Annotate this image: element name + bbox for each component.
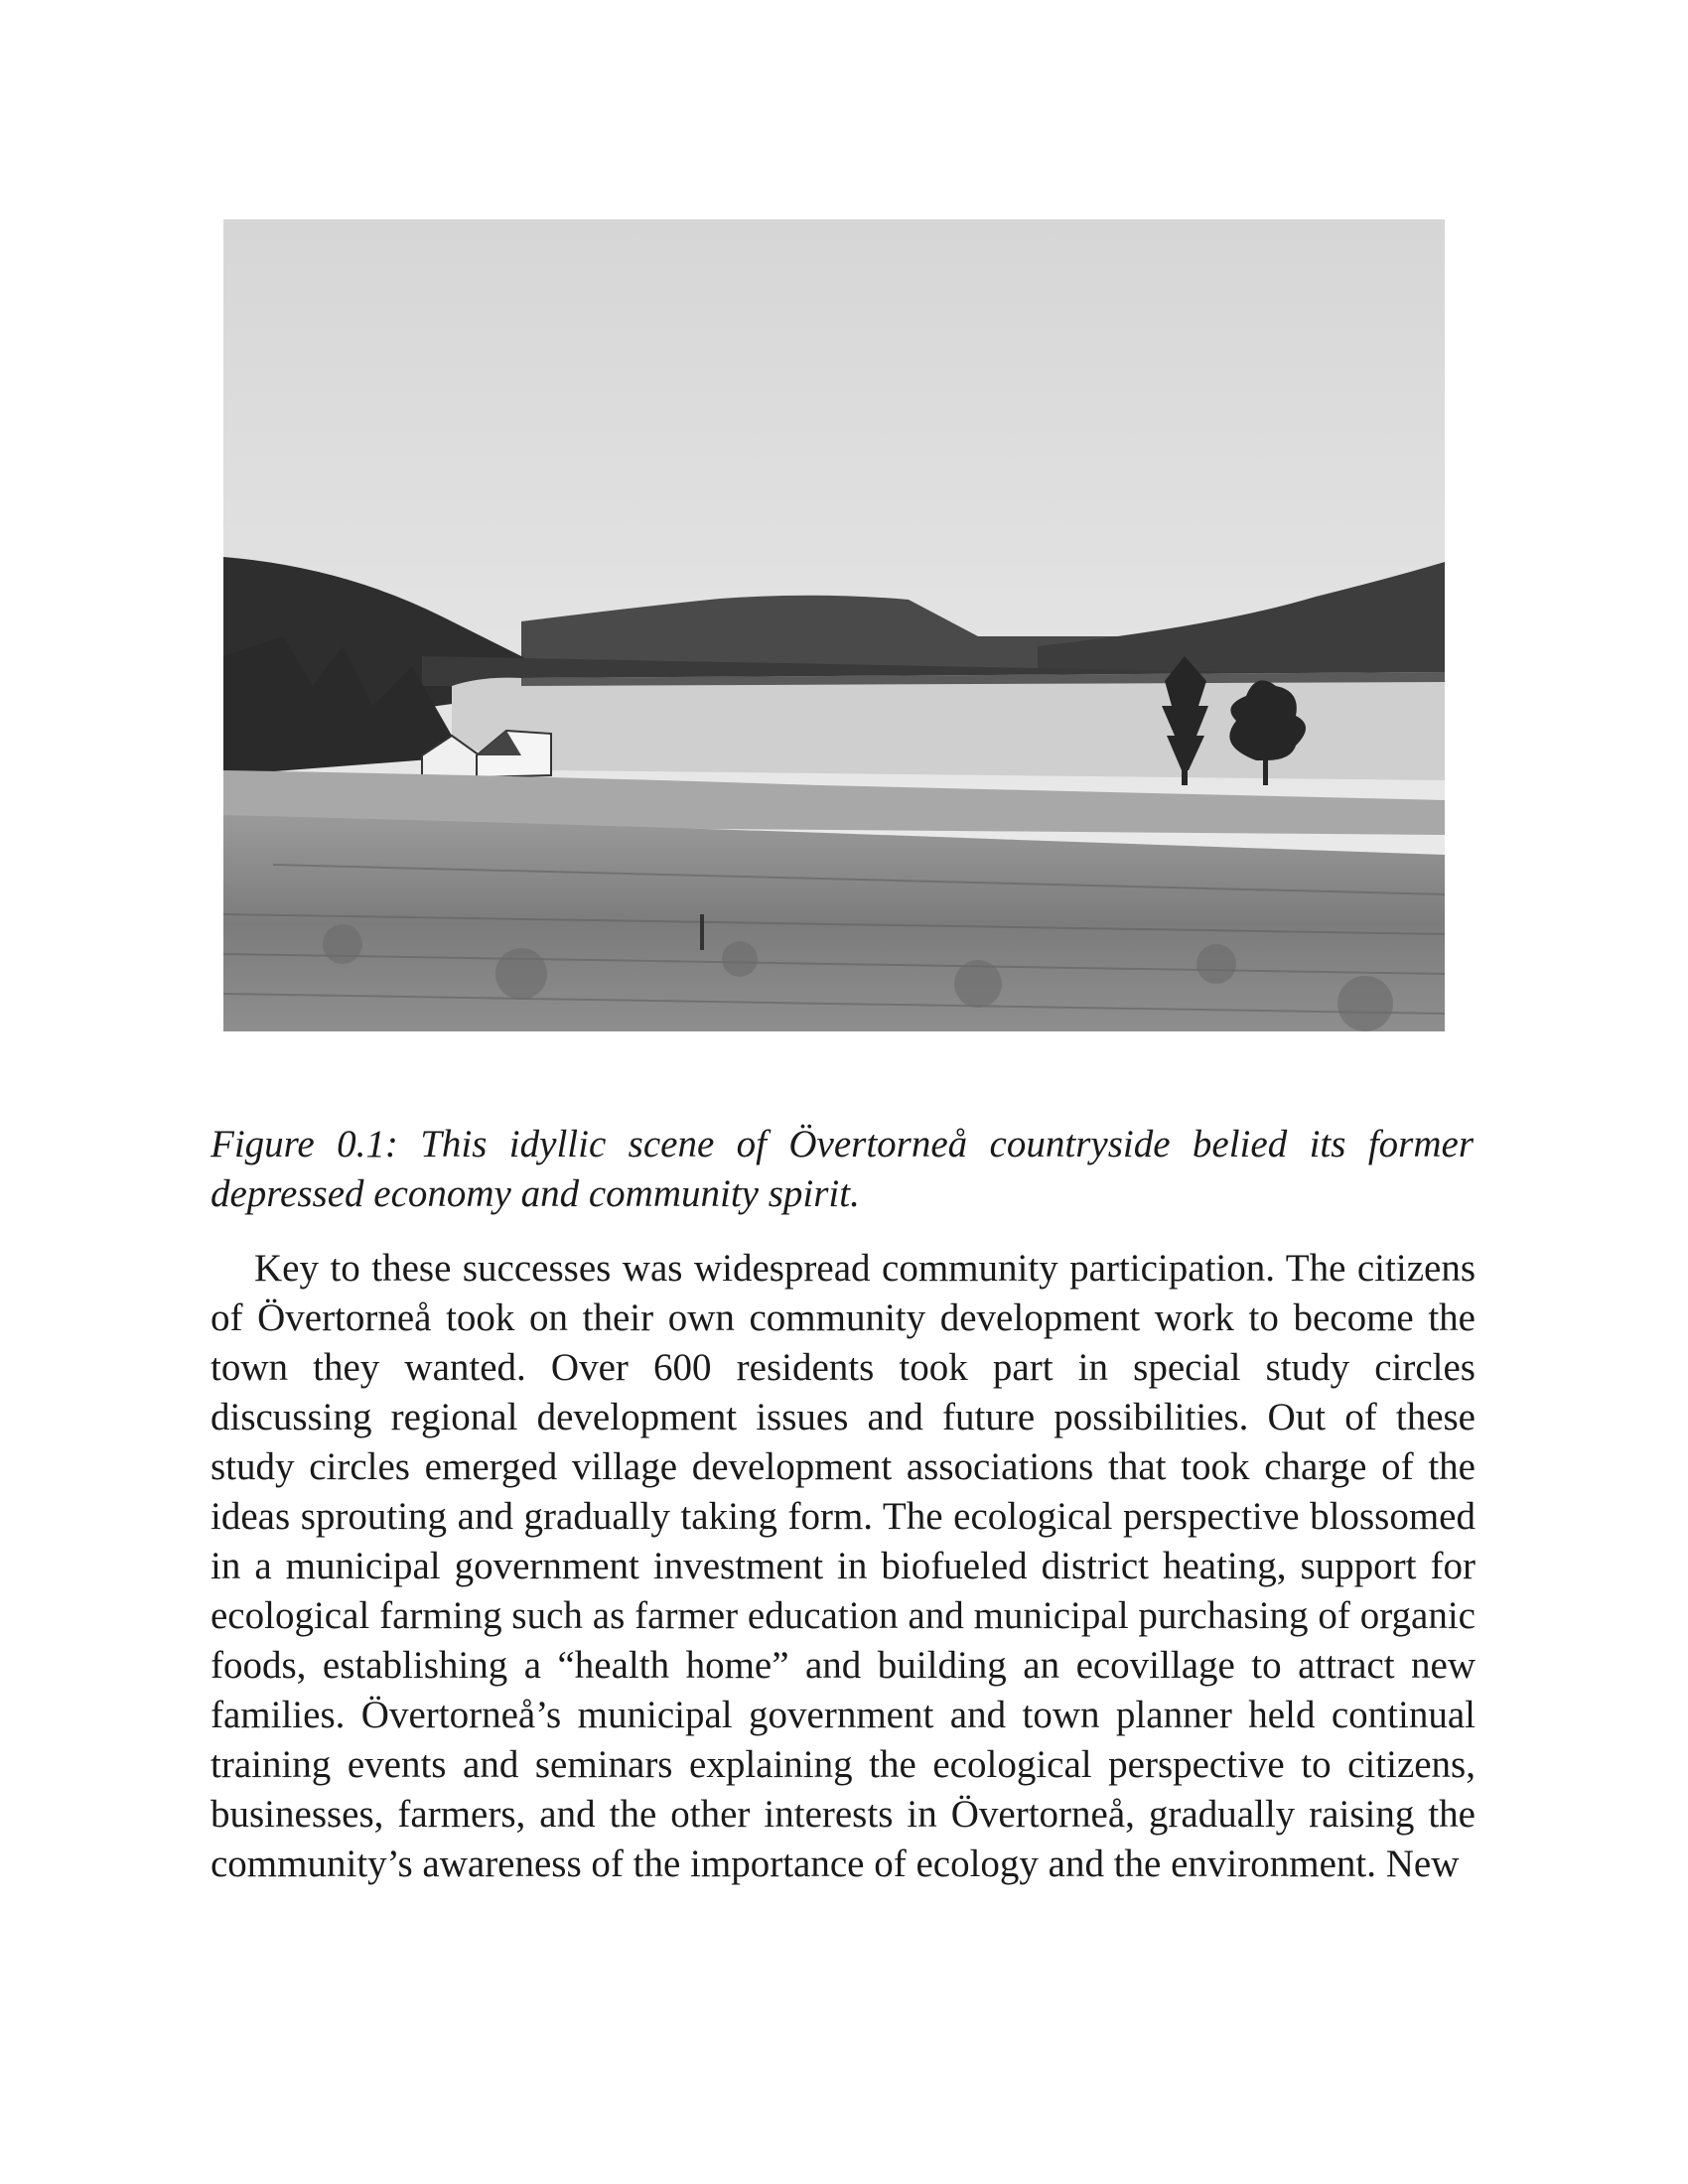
landscape-photo-icon	[223, 219, 1445, 1031]
figure-caption: Figure 0.1: This idyllic scene of Övertorneå countryside belied its former depressed economy and community spirit.	[211, 1123, 1474, 1215]
landscape-photo	[223, 219, 1445, 1031]
body-paragraph: Key to these successes was widespread community participation. The citizens of Övertorneå took on their own community development work to become the town they wanted. Over 600 residents took part in special study circles discussing regional development issues and future possibilities. Out of these study circles emerged village development associations that took charge of the ideas sprouting and gradually taking form. The ecological perspective blossomed in a municipal government investment in biofueled district heating, support for ecological farming such as farmer education and municipal purchasing of organic foods, establishing a “health home” and building an ecovillage to attract new families. Övertorneå’s municipal government and town planner held continual training events and seminars explaining the ecological perspective to citizens, businesses, farmers, and the other interests in Övertorneå, gradually raising the community’s awareness of the importance of ecology and the environment. New	[211, 1247, 1476, 1885]
